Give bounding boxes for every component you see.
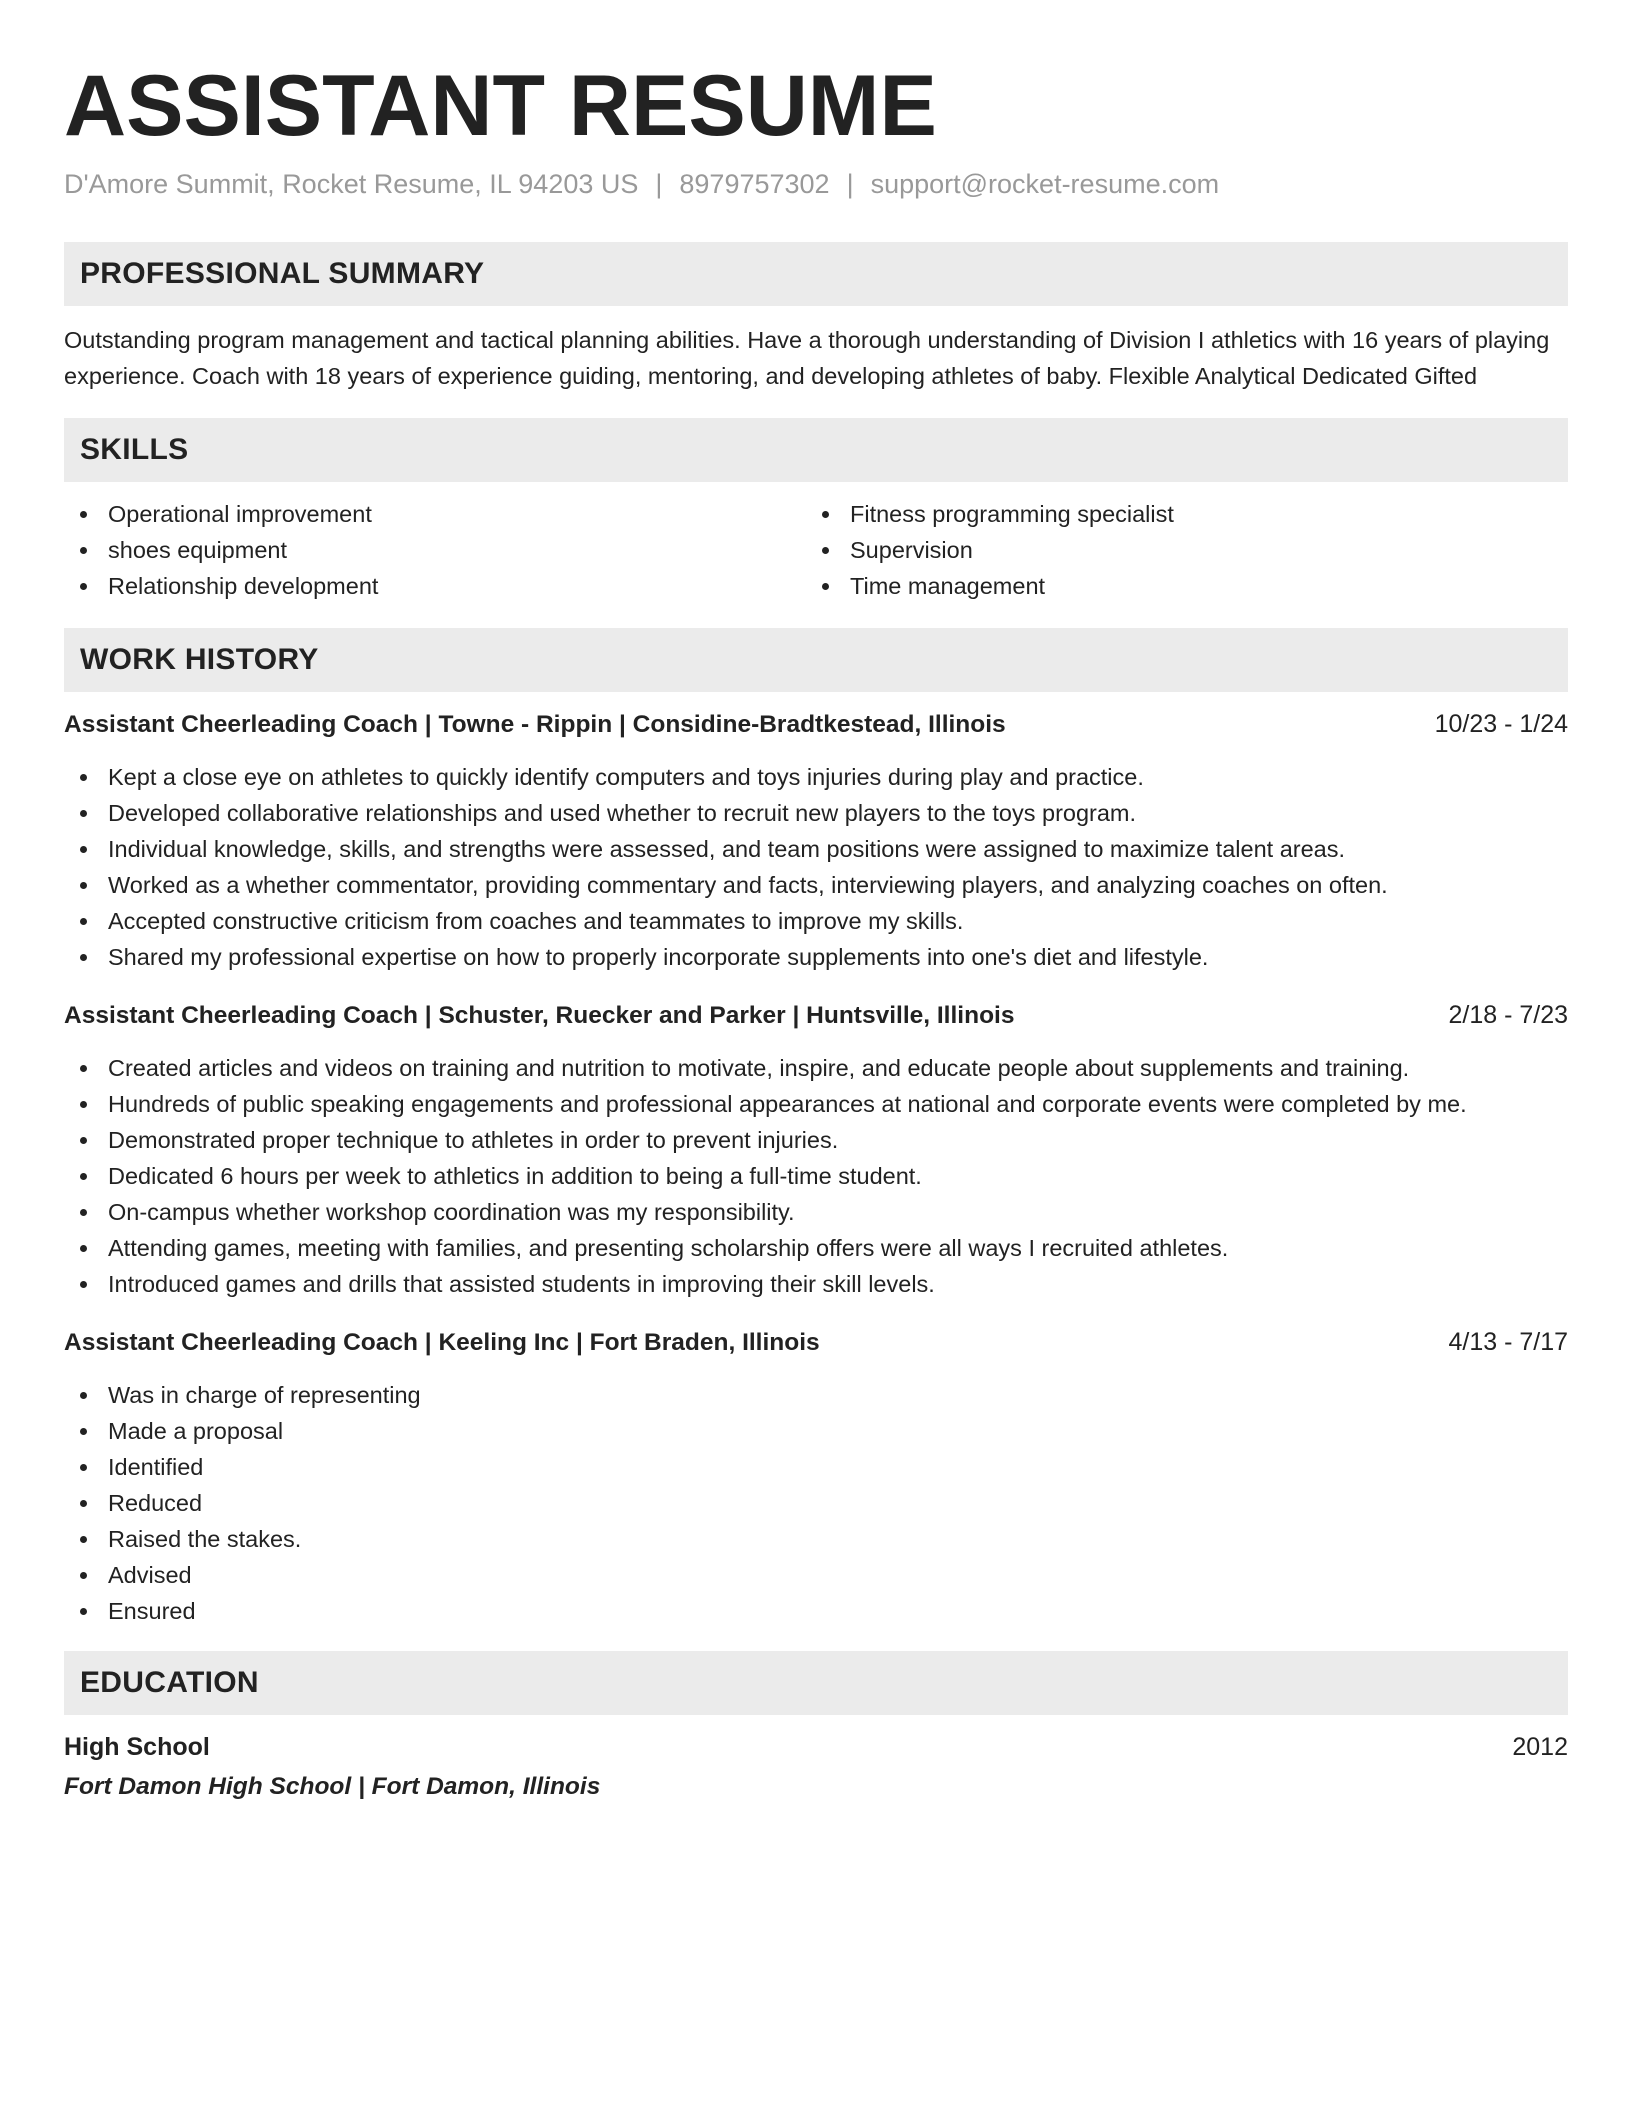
job-bullet: Shared my professional expertise on how to properly incorporate supplements into one's diet and lifestyle. [64, 939, 1568, 975]
job-title: Assistant Cheerleading Coach | Towne - Rippin | Considine-Bradtkestead, Illinois [64, 711, 1006, 738]
job-bullet: Worked as a whether commentator, providing commentary and facts, interviewing players, and analyzing coaches on often. [64, 867, 1568, 903]
job-bullet: Kept a close eye on athletes to quickly identify computers and toys injuries during play and practice. [64, 759, 1568, 795]
job-header [64, 1324, 1568, 1361]
job-entry [64, 706, 1568, 975]
education-entry [64, 1729, 1568, 1805]
job-bullet: Individual knowledge, skills, and strengths were assessed, and team positions were assigned to maximize talent areas. [64, 831, 1568, 867]
contact-address: D'Amore Summit, Rocket Resume, IL 94203 US [64, 169, 639, 199]
job-title: Assistant Cheerleading Coach | Keeling Inc | Fort Braden, Illinois [64, 1329, 820, 1356]
job-entry [64, 1324, 1568, 1629]
skill-item: Fitness programming specialist [806, 496, 1548, 532]
skills-column-right [806, 496, 1548, 604]
job-bullet: Made a proposal [64, 1413, 1568, 1449]
job-bullet: Demonstrated proper technique to athletes in order to prevent injuries. [64, 1122, 1568, 1158]
section-header-education: EDUCATION [64, 1651, 1568, 1715]
education-degree: High School [64, 1733, 210, 1761]
job-bullet: Dedicated 6 hours per week to athletics in addition to being a full-time student. [64, 1158, 1568, 1194]
job-bullet: Created articles and videos on training and nutrition to motivate, inspire, and educate people about supplements and training. [64, 1050, 1568, 1086]
skill-item: Supervision [806, 532, 1548, 568]
job-title: Assistant Cheerleading Coach | Schuster, Ruecker and Parker | Huntsville, Illinois [64, 1002, 1015, 1029]
job-bullet: Advised [64, 1557, 1568, 1593]
job-bullet: On-campus whether workshop coordination was my responsibility. [64, 1194, 1568, 1230]
job-bullet: Accepted constructive criticism from coaches and teammates to improve my skills. [64, 903, 1568, 939]
contact-phone: 8979757302 [679, 169, 830, 199]
section-header-summary: PROFESSIONAL SUMMARY [64, 242, 1568, 306]
job-bullet: Was in charge of representing [64, 1377, 1568, 1413]
job-bullet: Reduced [64, 1485, 1568, 1521]
contact-email: support@rocket-resume.com [870, 169, 1220, 199]
job-entry [64, 997, 1568, 1302]
resume-page [64, 56, 1568, 1805]
job-bullet: Attending games, meeting with families, and presenting scholarship offers were all ways I recruited athletes. [64, 1230, 1568, 1266]
resume-title: ASSISTANT RESUME [64, 58, 937, 154]
skill-item: Relationship development [64, 568, 806, 604]
job-bullets [64, 759, 1568, 975]
job-header [64, 997, 1568, 1034]
contact-separator: | [655, 169, 663, 199]
job-dates: 4/13 - 7/17 [1448, 1328, 1568, 1356]
education-school: Fort Damon High School | Fort Damon, Illinois [64, 1773, 601, 1800]
skill-item: shoes equipment [64, 532, 806, 568]
skills-grid [64, 496, 1568, 604]
job-bullets [64, 1050, 1568, 1302]
job-bullet: Raised the stakes. [64, 1521, 1568, 1557]
job-bullet: Identified [64, 1449, 1568, 1485]
job-bullets [64, 1377, 1568, 1629]
job-bullet: Ensured [64, 1593, 1568, 1629]
job-bullet: Developed collaborative relationships and used whether to recruit new players to the toys program. [64, 795, 1568, 831]
contact-line [64, 166, 1568, 202]
education-header [64, 1729, 1568, 1765]
skill-item: Time management [806, 568, 1548, 604]
job-bullet: Hundreds of public speaking engagements and professional appearances at national and corporate events were completed by me. [64, 1086, 1568, 1122]
section-header-work-history: WORK HISTORY [64, 628, 1568, 692]
job-dates: 2/18 - 7/23 [1448, 1001, 1568, 1029]
skill-item: Operational improvement [64, 496, 806, 532]
job-dates: 10/23 - 1/24 [1434, 710, 1568, 738]
contact-separator: | [846, 169, 854, 199]
education-year: 2012 [1512, 1733, 1568, 1761]
section-header-skills: SKILLS [64, 418, 1568, 482]
job-header [64, 706, 1568, 743]
summary-text: Outstanding program management and tactical planning abilities. Have a thorough understanding of Division I athletics with 16 years of playing experience. Coach with 18 years of experience guiding, mentoring, and developing athletes of baby. Flexible Analytical Dedicated Gifted [64, 327, 1550, 389]
skills-column-left [64, 496, 806, 604]
job-bullet: Introduced games and drills that assisted students in improving their skill levels. [64, 1266, 1568, 1302]
